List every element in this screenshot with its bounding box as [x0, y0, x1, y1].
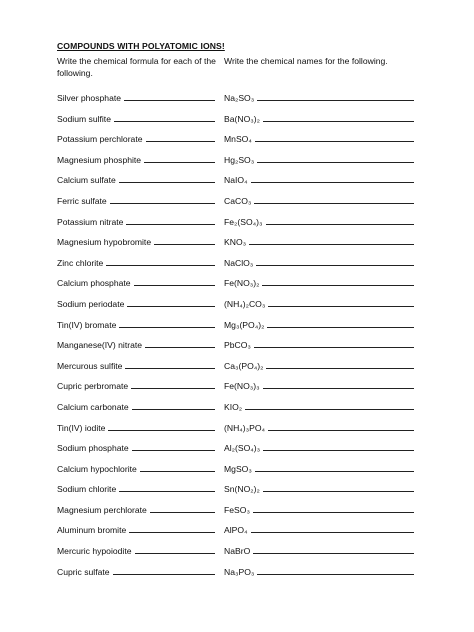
formula-answer-blank[interactable]	[114, 113, 215, 122]
name-answer-blank[interactable]	[255, 133, 414, 142]
formula-answer-blank[interactable]	[124, 92, 215, 101]
formula-answer-blank[interactable]	[106, 257, 215, 266]
name-answer-blank[interactable]	[251, 174, 414, 183]
name-answer-blank[interactable]	[245, 401, 414, 410]
name-question	[224, 504, 414, 515]
formula-answer-blank[interactable]	[113, 566, 215, 575]
name-question	[224, 339, 414, 350]
question-row	[0, 378, 474, 399]
chemical-formula: PbCO₃	[224, 340, 251, 351]
formula-answer-blank[interactable]	[119, 483, 215, 492]
name-question	[224, 545, 414, 556]
chemical-formula: MnSO₄	[224, 134, 252, 145]
formula-question	[57, 339, 215, 350]
name-question	[224, 483, 414, 494]
name-answer-blank[interactable]	[254, 339, 414, 348]
compound-name: Silver phosphate	[57, 93, 122, 103]
name-question	[224, 195, 414, 206]
chemical-formula: (NH₄)₂CO₃	[224, 298, 266, 309]
name-answer-blank[interactable]	[263, 483, 414, 492]
formula-question	[57, 545, 215, 556]
formula-answer-blank[interactable]	[154, 236, 215, 245]
formula-question	[57, 113, 215, 124]
name-answer-blank[interactable]	[257, 154, 414, 163]
compound-name: Ferric sulfate	[57, 195, 107, 206]
formula-question	[57, 195, 215, 206]
formula-answer-blank[interactable]	[119, 319, 215, 328]
formula-question	[57, 92, 215, 103]
chemical-formula: NaIO₄	[224, 175, 248, 186]
question-row	[0, 172, 474, 193]
question-row	[0, 399, 474, 420]
name-question	[224, 422, 414, 433]
chemical-formula: NaClO₃	[224, 257, 254, 268]
compound-name: Zinc chlorite	[57, 257, 104, 268]
formula-question	[57, 380, 215, 391]
chemical-formula: Ca₃(PO₄)₂	[224, 360, 264, 371]
formula-answer-blank[interactable]	[140, 463, 215, 472]
formula-answer-blank[interactable]	[132, 401, 215, 410]
formula-question	[57, 483, 215, 494]
name-answer-blank[interactable]	[249, 236, 414, 245]
formula-answer-blank[interactable]	[146, 133, 215, 142]
formula-answer-blank[interactable]	[131, 380, 215, 389]
names-instructions: Write the chemical names for the following.	[224, 56, 388, 66]
chemical-formula: Na₂SO₃	[224, 93, 255, 103]
chemical-formula: Hg₂SO₃	[224, 154, 255, 165]
name-question	[224, 298, 414, 309]
name-answer-blank[interactable]	[257, 566, 414, 575]
formula-answer-blank[interactable]	[135, 545, 215, 554]
chemical-formula: Fe(NO₃)₃	[224, 381, 260, 392]
question-row	[0, 214, 474, 235]
chemical-formula: Sn(NO₂)₂	[224, 484, 260, 495]
question-row	[0, 90, 474, 111]
formula-question	[57, 236, 215, 247]
name-question	[224, 113, 414, 124]
question-row	[0, 337, 474, 358]
name-answer-blank[interactable]	[266, 360, 414, 369]
compound-name: Tin(IV) iodite	[57, 422, 106, 433]
name-question	[224, 524, 414, 535]
chemical-formula: Na₃PO₃	[224, 566, 255, 577]
name-answer-blank[interactable]	[263, 113, 414, 122]
formula-answer-blank[interactable]	[129, 524, 215, 533]
formula-answer-blank[interactable]	[125, 360, 215, 369]
name-answer-blank[interactable]	[266, 216, 414, 225]
name-question	[224, 319, 414, 330]
formula-question	[57, 133, 215, 144]
formula-question	[57, 154, 215, 165]
question-row	[0, 255, 474, 276]
name-question	[224, 133, 414, 144]
name-question	[224, 174, 414, 185]
name-answer-blank[interactable]	[268, 422, 414, 431]
chemical-formula: (NH₄)₃PO₄	[224, 422, 266, 433]
formula-question	[57, 257, 215, 268]
compound-name: Mercurous sulfite	[57, 360, 123, 371]
compound-name: Manganese(IV) nitrate	[57, 340, 143, 351]
formula-answer-blank[interactable]	[150, 504, 215, 513]
formula-question	[57, 319, 215, 330]
question-row	[0, 275, 474, 296]
question-row	[0, 131, 474, 152]
name-answer-blank[interactable]	[256, 257, 414, 266]
question-row	[0, 502, 474, 523]
compound-name: Calcium sulfate	[57, 175, 116, 186]
name-question	[224, 380, 414, 391]
name-question	[224, 360, 414, 371]
name-answer-blank[interactable]	[253, 504, 414, 513]
chemical-formula: KIO₂	[224, 401, 243, 412]
question-row	[0, 152, 474, 173]
name-question	[224, 463, 414, 474]
formula-question	[57, 442, 215, 453]
name-answer-blank[interactable]	[268, 298, 414, 307]
name-question	[224, 216, 414, 227]
formula-question	[57, 360, 215, 371]
formula-question	[57, 463, 215, 474]
name-question	[224, 401, 414, 412]
name-question	[224, 566, 414, 577]
chemical-formula: AlPO₄	[224, 525, 248, 536]
chemical-formula: Fe₂(SO₄)₃	[224, 216, 263, 227]
chemical-formula: NaBrO	[224, 546, 251, 557]
formula-question	[57, 298, 215, 309]
compound-name: Sodium sulfite	[57, 113, 111, 124]
compound-name: Cupric perbromate	[57, 381, 129, 392]
question-row	[0, 522, 474, 543]
chemical-formula: CaCO₃	[224, 195, 252, 206]
formula-answer-blank[interactable]	[132, 442, 215, 451]
compound-name: Aluminum bromite	[57, 525, 127, 536]
chemical-formula: Ba(NO₃)₂	[224, 113, 260, 124]
formula-answer-blank[interactable]	[108, 422, 215, 431]
formula-question	[57, 174, 215, 185]
compound-name: Magnesium hypobromite	[57, 237, 152, 248]
chemical-formula: MgSO₃	[224, 463, 252, 474]
name-question	[224, 236, 414, 247]
formula-answer-blank[interactable]	[119, 174, 215, 183]
name-answer-blank[interactable]	[253, 545, 414, 554]
compound-name: Sodium chlorite	[57, 484, 117, 495]
question-row	[0, 234, 474, 255]
compound-name: Calcium carbonate	[57, 401, 129, 412]
name-question	[224, 277, 414, 288]
chemical-formula: Al₂(SO₄)₃	[224, 443, 261, 454]
question-row	[0, 111, 474, 132]
compound-name: Sodium periodate	[57, 298, 125, 309]
name-answer-blank[interactable]	[263, 380, 414, 389]
formula-answer-blank[interactable]	[127, 298, 215, 307]
formula-question	[57, 504, 215, 515]
formula-answer-blank[interactable]	[110, 195, 215, 204]
name-question	[224, 257, 414, 268]
compound-name: Calcium phosphate	[57, 278, 131, 289]
compound-name: Cupric sulfate	[57, 566, 110, 577]
formula-answer-blank[interactable]	[134, 277, 215, 286]
formula-instructions: Write the chemical formula for each of the following.	[57, 56, 216, 78]
question-row	[0, 193, 474, 214]
question-row	[0, 461, 474, 482]
question-rows	[0, 90, 474, 584]
compound-name: Magnesium perchlorate	[57, 504, 147, 515]
name-answer-blank[interactable]	[257, 92, 414, 101]
formula-question	[57, 422, 215, 433]
chemical-formula: KNO₃	[224, 237, 247, 248]
compound-name: Mercuric hypoiodite	[57, 546, 132, 557]
name-answer-blank[interactable]	[263, 442, 414, 451]
compound-name: Potassium perchlorate	[57, 134, 143, 145]
question-row	[0, 440, 474, 461]
question-row	[0, 564, 474, 585]
formula-question	[57, 566, 215, 577]
name-answer-blank[interactable]	[267, 319, 414, 328]
name-question	[224, 442, 414, 453]
question-row	[0, 543, 474, 564]
worksheet-title: COMPOUNDS WITH POLYATOMIC IONS!	[57, 41, 225, 51]
question-row	[0, 420, 474, 441]
name-answer-blank[interactable]	[255, 463, 414, 472]
name-answer-blank[interactable]	[251, 524, 414, 533]
formula-answer-blank[interactable]	[144, 154, 215, 163]
compound-name: Calcium hypochlorite	[57, 463, 137, 474]
compound-name: Magnesium phosphite	[57, 154, 142, 165]
question-row	[0, 296, 474, 317]
compound-name: Tin(IV) bromate	[57, 319, 117, 330]
name-answer-blank[interactable]	[262, 277, 414, 286]
formula-answer-blank[interactable]	[145, 339, 215, 348]
name-answer-blank[interactable]	[254, 195, 414, 204]
compound-name: Sodium phosphate	[57, 443, 129, 454]
chemical-formula: Mg₃(PO₄)₂	[224, 319, 265, 330]
question-row	[0, 317, 474, 338]
chemical-formula: Fe(NO₃)₂	[224, 278, 260, 289]
compound-name: Potassium nitrate	[57, 216, 124, 227]
chemical-formula: FeSO₃	[224, 504, 250, 515]
formula-answer-blank[interactable]	[126, 216, 215, 225]
formula-question	[57, 401, 215, 412]
name-question	[224, 92, 414, 103]
question-row	[0, 358, 474, 379]
formula-question	[57, 524, 215, 535]
question-row	[0, 481, 474, 502]
formula-question	[57, 216, 215, 227]
name-question	[224, 154, 414, 165]
formula-question	[57, 277, 215, 288]
